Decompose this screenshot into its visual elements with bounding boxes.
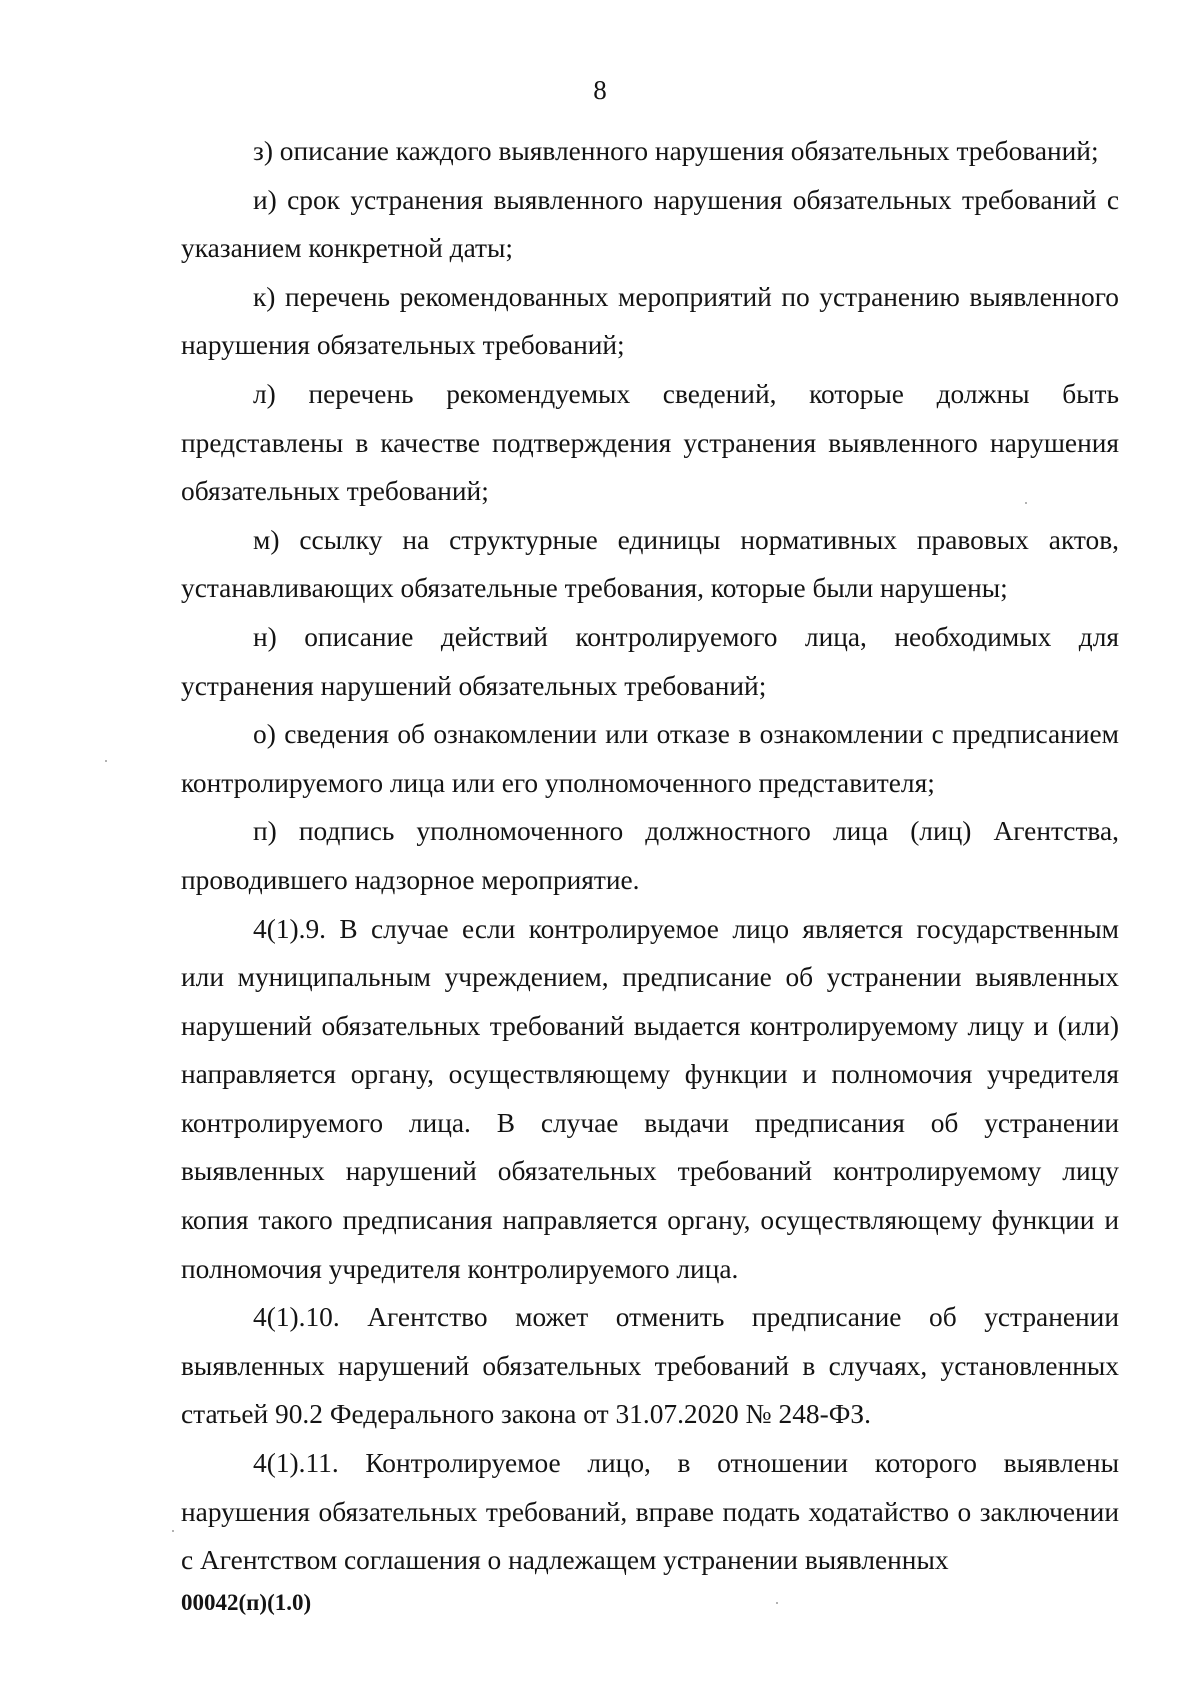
paragraph-o: о) сведения об ознакомлении или отказе в ознакомлении с предписанием контролируемого лица или его уполномоченного представителя; [181,719,1119,798]
paragraph-4-1-9: 4(1).9. В случае если контролируемое лицо является государственным или муниципальным учреждением, предписание об устранении выявленных нарушений обязательных требований выдается контролируемому лицу и (или) направляется органу, осуществляющему функции и полномочия учредителя контролируемого лица. В случае выдачи предписания об устранении выявленных нарушений обязательных требований контролируемому лицу копия такого предписания направляется органу, осуществляющему функции и полномочия учредителя контролируемого лица. [181,913,1119,1284]
document-code: 00042(п)(1.0) [181,1590,312,1615]
paragraph-k: к) перечень рекомендованных мероприятий по устранению выявленного нарушения обязательных требований; [181,281,1119,361]
paragraph-n: н) описание действий контролируемого лица, необходимых для устранения нарушений обязательных требований; [181,621,1119,701]
paragraph-p: п) подпись уполномоченного должностного лица (лиц) Агентства, проводившего надзорное мероприятие. [181,816,1119,895]
paragraph-l: л) перечень рекомендуемых сведений, которые должны быть представлены в качестве подтверждения устранения выявленного нарушения обязательных требований; [181,378,1119,507]
scan-speck [105,760,107,762]
scan-speck [1025,502,1027,504]
paragraph-i: и) срок устранения выявленного нарушения обязательных требований с указанием конкретной даты; [181,184,1119,264]
paragraph-m: м) ссылку на структурные единицы нормативных правовых актов, устанавливающих обязательные требования, которые были нарушены; [181,524,1119,604]
paragraph-z: з) описание каждого выявленного нарушения обязательных требований; [253,136,1099,166]
scan-speck [776,1602,778,1604]
paragraph-4-1-11: 4(1).11. Контролируемое лицо, в отношении которого выявлены нарушения обязательных требований, вправе подать ходатайство о заключении с Агентством соглашения о надлежащем устранении выявленных [181,1448,1119,1576]
scan-speck [172,1530,174,1532]
document-body [181,127,1119,1585]
page-number: 8 [593,75,607,105]
paragraph-4-1-10: 4(1).10. Агентство может отменить предписание об устранении выявленных нарушений обязательных требований в случаях, установленных статьей 90.2 Федерального закона от 31.07.2020 № 248-ФЗ. [181,1302,1119,1430]
